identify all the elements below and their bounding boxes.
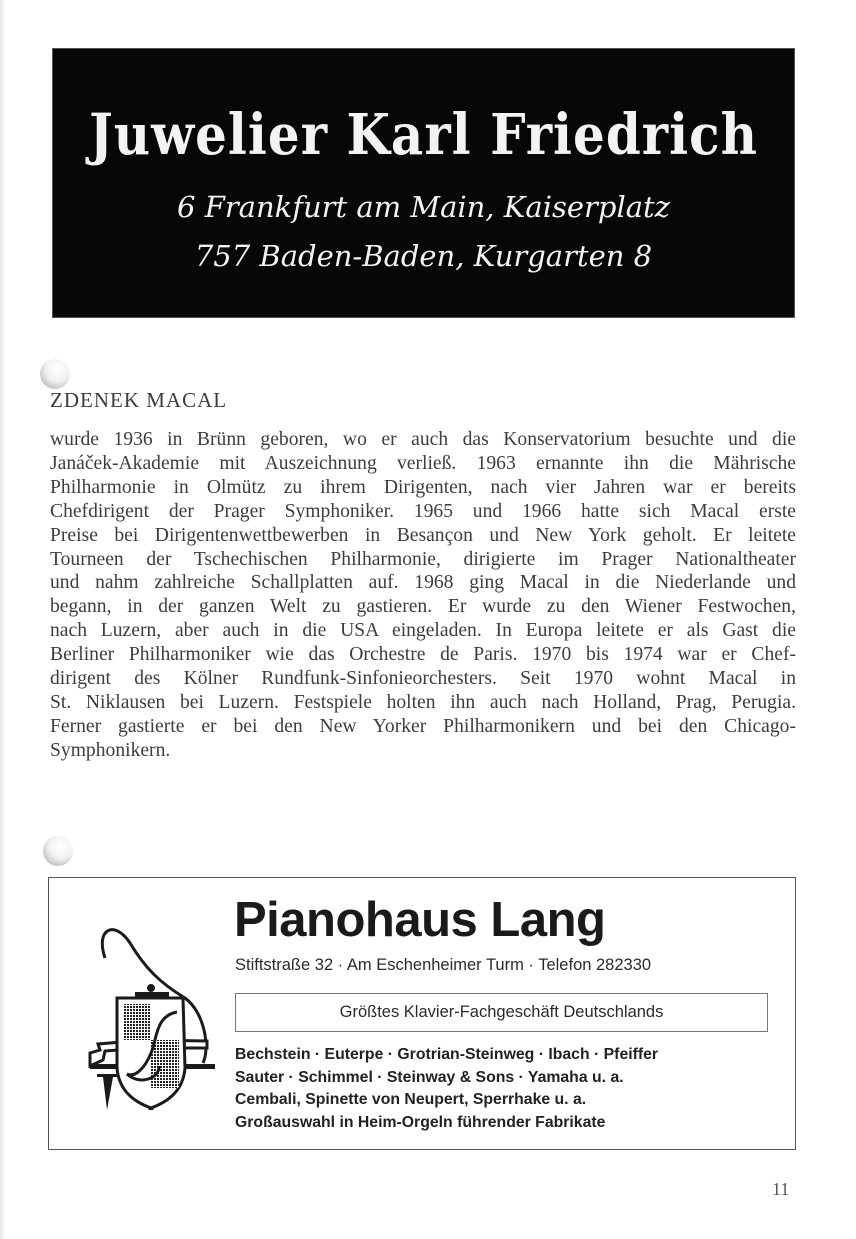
biography-line: Preise bei Dirigentenwettbewerben in Besançon und New York geholt. Er leitete bbox=[50, 524, 796, 546]
page-edge bbox=[0, 0, 6, 1239]
hole-punch bbox=[43, 836, 73, 866]
pianohaus-slogan: Größtes Klavier-Fachgeschäft Deutschlands bbox=[235, 993, 768, 1032]
pianohaus-brand-list bbox=[235, 1044, 658, 1134]
biography-line: Janáček-Akademie mit Auszeichnung verließ. 1963 ernannte ihn die Mährische bbox=[50, 452, 796, 474]
jeweller-advertisement bbox=[52, 48, 795, 318]
biography-line: Tourneen der Tschechischen Philharmonie, dirigierte im Prager Nationaltheater bbox=[50, 548, 796, 570]
grand-piano-crest-icon bbox=[85, 928, 225, 1110]
biography-line: Symphonikern. bbox=[50, 739, 171, 761]
brand-line: Bechstein · Euterpe · Grotrian-Steinweg · Ibach · Pfeiffer bbox=[235, 1046, 659, 1063]
biography-line: wurde 1936 in Brünn geboren, wo er auch das Konservatorium besuchte und die bbox=[50, 429, 796, 450]
biography-line: Chefdirigent der Prager Symphoniker. 1965 und 1966 hatte sich Macal erste bbox=[50, 500, 796, 522]
jeweller-name: Juwelier Karl Friedrich bbox=[89, 101, 758, 168]
biography-line: Philharmonie in Olmütz zu ihrem Dirigenten, nach vier Jahren war er bereits bbox=[50, 476, 796, 498]
jeweller-address-frankfurt: 6 Frankfurt am Main, Kaiserplatz bbox=[177, 190, 670, 224]
pianohaus-advertisement bbox=[48, 877, 796, 1150]
biography-line: nach Luzern, aber auch in die USA eingeladen. In Europa leitete er als Gast die bbox=[50, 620, 796, 642]
brand-line: Cembali, Spinette von Neupert, Sperrhake u. a. bbox=[235, 1091, 587, 1108]
biography-line: und nahm zahlreiche Schallplatten auf. 1968 ging Macal in die Niederlande und bbox=[50, 572, 796, 594]
pianohaus-address: Stiftstraße 32 · Am Eschenheimer Turm · Telefon 282330 bbox=[235, 956, 652, 974]
brand-line: Großauswahl in Heim-Orgeln führender Fabrikate bbox=[235, 1113, 606, 1131]
biography-line: Berliner Philharmoniker wie das Orchestre de Paris. 1970 bis 1974 war er Chef- bbox=[50, 644, 796, 666]
biography-line: begann, in der ganzen Welt zu gastieren. Er wurde zu den Wiener Festwochen, bbox=[50, 596, 796, 618]
jeweller-address-baden-baden: 757 Baden-Baden, Kurgarten 8 bbox=[194, 239, 653, 273]
biography-line: Ferner gastierte er bei den New Yorker Philharmonikern und bei den Chicago- bbox=[50, 715, 796, 737]
biography-text bbox=[50, 428, 796, 763]
brand-line: Sauter · Schimmel · Steinway & Sons · Yamaha u. a. bbox=[235, 1068, 624, 1086]
biography-line: dirigent des Kölner Rundfunk-Sinfonieorchesters. Seit 1970 wohnt Macal in bbox=[50, 668, 796, 690]
biography-line: St. Niklausen bei Luzern. Festspiele holten ihn auch nach Holland, Prag, Perugia. bbox=[50, 691, 796, 713]
hole-punch bbox=[40, 359, 70, 389]
page-number: 11 bbox=[772, 1179, 790, 1199]
biography-heading: ZDENEK MACAL bbox=[50, 388, 228, 412]
pianohaus-title: Pianohaus Lang bbox=[234, 893, 606, 947]
